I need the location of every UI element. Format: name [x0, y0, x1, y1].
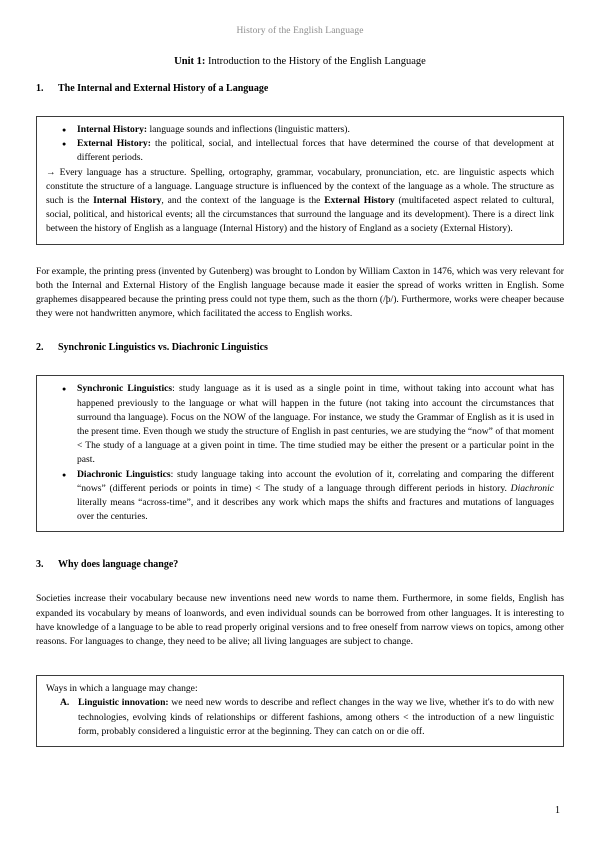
definition-linguistic-innovation: we need new words to describe and reflect changes in the way we live, whether it's to do with new technologies, evolving kinds of relationships or different fashions, among others < the introduction of a new linguistic form, probably considered a linguistic error at the beginning. They can catch on or die off.: [78, 697, 554, 737]
paragraph-segment: (multifaceted aspect related to cultural, social, political, and historical events; all the circumstances that surround the language and its development). There is a direct link between the history of English as a language (Internal History) and the history of England as a society (External History).: [46, 195, 555, 235]
definition-external-history: the political, social, and intellectual forces that have determined the course of that development at different periods.: [77, 138, 554, 164]
emphasis-internal-history: Internal History: [93, 195, 162, 207]
list-item: [46, 123, 554, 137]
list-item: [46, 382, 554, 467]
list-marker: A.: [60, 697, 70, 709]
list-item: [46, 696, 554, 739]
definition-synchronic-linguistics: : study language as it is used as a single point in time, without taking into account what has happened previously to the language or what will happen in the future (not taking into account the circumstances that surround tha language). Focus on the NOW of the language. For instance, we study the Grammar of English as it is used in the present time. Even though we study the structure of English in past centuries, we are studying the “now” of that moment < The study of a language at a given point in time. The time studied may be either the present or a particular point in the past.: [77, 383, 554, 466]
bullet-list-history-types: [46, 123, 554, 166]
paragraph-printing-press: For example, the printing press (invented by Gutenberg) was brought to London by William Caxton in 1476, which was very relevant for both the Internal and External History of the English language because made it easier the spread of works written in English. Some graphemes disappeared because the printing press could not type them, such as the thorn (/þ/). Furthermore, works were cheaper because they were not handwritten anymore, which facilitated the access to English works.: [36, 265, 564, 320]
section-title-1: The Internal and External History of a Language: [58, 83, 269, 94]
paragraph-segment: , and the context of the language is the: [161, 195, 325, 207]
section-number-3: 3.: [36, 559, 44, 571]
page-title: [0, 56, 600, 67]
term-synchronic-linguistics: Synchronic Linguistics: [77, 383, 173, 395]
emphasis-external-history: External History: [324, 195, 395, 207]
section-number-2: 2.: [36, 342, 44, 354]
document-body: [36, 82, 564, 747]
emphasis-diachronic: Diachronic: [510, 482, 554, 494]
section-title-3: Why does language change?: [58, 559, 179, 571]
alpha-list-change-ways: [46, 696, 554, 739]
page-title-unit: Unit 1:: [174, 56, 206, 67]
page-title-rest: Introduction to the History of the English Language: [205, 56, 426, 67]
callout-box-synchronic-diachronic: [36, 375, 564, 532]
section-heading-1: [36, 82, 564, 96]
list-item: [46, 468, 554, 525]
definition-internal-history: language sounds and inflections (linguistic matters).: [147, 124, 350, 135]
paragraph-why-language-changes: Societies increase their vocabulary because new inventions need new words to name them. Furthermore, in some fields, English has expanded its vocabulary by means of loanwords, and even individual sounds can be borrowed from other languages. It is interesting to have knowledge of a language to be able to read properly original versions and to free oneself from narrow views on topics, among other reasons. For languages to change, they need to be alive; all living languages are subject to change.: [36, 593, 564, 648]
running-head: History of the English Language: [236, 26, 364, 36]
intro-ways-language-may-change: Ways in which a language may change:: [46, 683, 198, 695]
definition-segment: : study language taking into account the evolution of it, correlating and comparing the different “nows” (different periods or points in time) < The study of a language through different periods in history.: [77, 468, 555, 494]
callout-box-internal-external: [36, 116, 564, 245]
term-internal-history: Internal History:: [77, 124, 148, 135]
term-linguistic-innovation: Linguistic innovation:: [78, 697, 169, 709]
page-number: 1: [555, 805, 560, 816]
definition-segment: literally means “across-time”, and it describes any work which maps the shifts and fractures and mutations of languages over the centuries.: [77, 497, 554, 523]
section-heading-3: [36, 558, 564, 572]
bullet-list-linguistics-types: [46, 382, 554, 524]
section-heading-2: [36, 341, 564, 355]
paragraph-language-structure: [46, 166, 554, 237]
term-diachronic-linguistics: Diachronic Linguistics: [77, 468, 171, 480]
callout-box-ways-language-changes: [36, 675, 564, 747]
section-title-2: Synchronic Linguistics vs. Diachronic Linguistics: [58, 342, 268, 354]
term-external-history: External History:: [77, 138, 151, 150]
section-number-1: 1.: [36, 83, 44, 94]
list-item: [46, 137, 554, 165]
paragraph-segment: → Every language has a structure. Spelling, ortography, grammar, vocabulary, pronunciation, etc. are linguistic aspects which constitute the structure of a language. Language structure is influenced by the context of the language as a whole. The structure as such is the: [46, 166, 554, 207]
